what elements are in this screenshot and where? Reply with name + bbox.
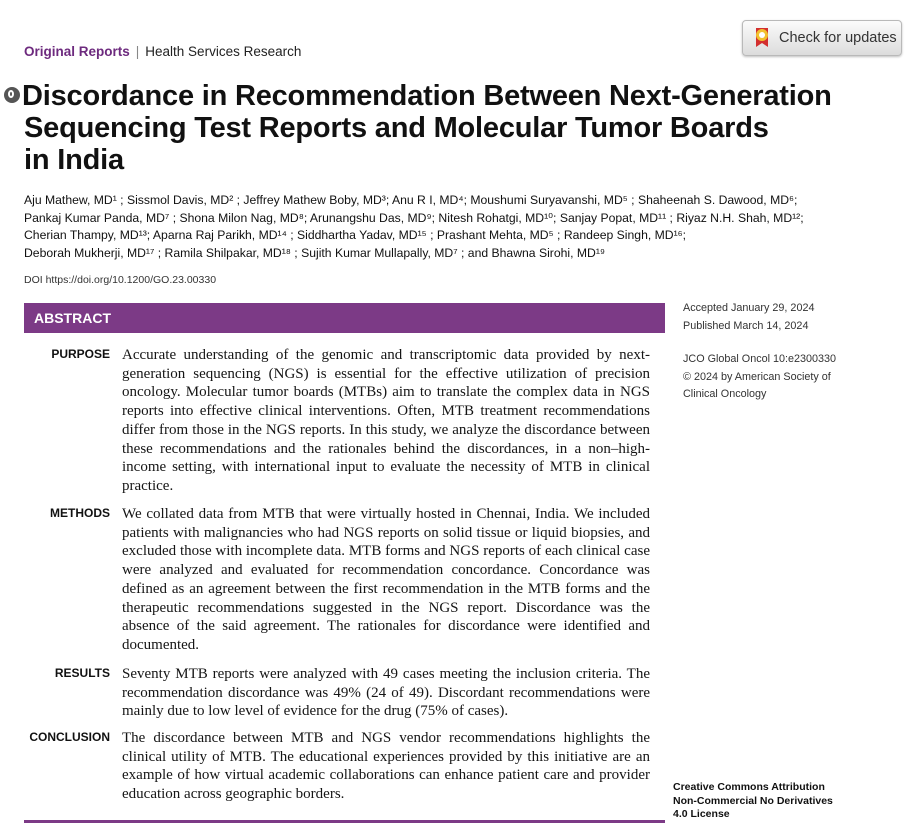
published-date: Published March 14, 2024 [683, 319, 809, 332]
article-category[interactable]: Original Reports [24, 44, 130, 59]
header-separator: | [135, 44, 140, 59]
copyright-line-1: © 2024 by American Society of [683, 370, 831, 383]
license-line-2: Non-Commercial No Derivatives [673, 794, 833, 807]
title-line-2: Sequencing Test Reports and Molecular Tumor Boards [24, 112, 769, 144]
article-type-header [24, 44, 301, 59]
copyright-line-2: Clinical Oncology [683, 388, 767, 400]
journal-citation: JCO Global Oncol 10:e2300330 [683, 353, 837, 365]
license-notice[interactable] [673, 781, 873, 822]
author-line-1[interactable]: Aju Mathew, MD¹ ; Sissmol Davis, MD² ; Jeffrey Mathew Boby, MD³; Anu R I, MD⁴; Moushumi Suryavanshi, MD⁵ ; Shaheenah S. Dawood, MD⁶; [24, 193, 798, 207]
section-label: METHODS [50, 506, 110, 520]
check-for-updates-button[interactable] [742, 20, 902, 56]
crossmark-icon [753, 27, 771, 49]
section-text: The discordance between MTB and NGS vendor recommendations highlights the clinical utility of MTB. The educational experiences provided by this initiative are an example of how virtual academic collaborations can enhance patient care and provider education across geographic borders. [122, 730, 650, 803]
section-text: We collated data from MTB that were virtually hosted in Chennai, India. We included patients with malignancies who had NGS reports on solid tissue or liquid biopsies, and excluded those with incomplete data. MTB forms and NGS reports of each clinical case were analyzed and evaluated for recommendation concordance. Concordance was defined as an agreement between the first recommendation in the MTB forms and the therapeutic recommendations suggested in the NGS report. Discordance was the absence of the said agreement. The rationales for discordance were identified and documented. [122, 506, 650, 653]
author-line-4[interactable]: Deborah Mukherji, MD¹⁷ ; Ramila Shilpakar, MD¹⁸ ; Sujith Kumar Mullapally, MD⁷ ; and Bhawna Sirohi, MD¹⁹ [24, 245, 606, 260]
section-text: Seventy MTB reports were analyzed with 49 cases meeting the inclusion criteria. The recommendation discordance was 49% (24 of 49). Discordant recommendations were mainly due to low level of evidence for the drug (75% of cases). [122, 666, 650, 720]
title-line-1: Discordance in Recommendation Between Next-Generation [22, 80, 832, 112]
abstract-heading: ABSTRACT [24, 303, 665, 333]
check-for-updates-label: Check for updates [779, 30, 897, 46]
article-title [4, 80, 874, 176]
open-access-icon [4, 87, 20, 103]
article-section[interactable]: Health Services Research [145, 44, 302, 59]
author-list [24, 192, 864, 262]
license-line-1: Creative Commons Attribution [673, 781, 825, 793]
author-line-2[interactable]: Pankaj Kumar Panda, MD⁷ ; Shona Milon Nag, MD⁸; Arunangshu Das, MD⁹; Nitesh Rohatgi, MD¹⁰; Sanjay Popat, MD¹¹ ; Riyaz N.H. Shah, MD¹²; [24, 210, 804, 225]
bottom-divider [24, 820, 665, 823]
publication-info-sidebar [683, 300, 883, 404]
section-label: CONCLUSION [29, 730, 110, 744]
section-text: Accurate understanding of the genomic and transcriptomic data provided by next-generation sequencing (NGS) is essential for the effective utilization of precision oncology. Molecular tumor boards (MTBs) aim to translate the complex data in NGS reports into effective clinical interventions. Often, MTB treatment recommendations differ from those in the NGS reports. In this study, we analyze the discordance between these recommendations and the rationales behind the discordances, in a non–high-income setting, with international input to evaluate the necessity of MTB in clinical practice. [122, 347, 650, 494]
title-line-3: in India [24, 144, 124, 176]
accepted-date: Accepted January 29, 2024 [683, 302, 815, 314]
license-line-3: 4.0 License [673, 808, 730, 820]
doi-link[interactable]: DOI https://doi.org/10.1200/GO.23.00330 [24, 274, 217, 286]
author-line-3[interactable]: Cherian Thampy, MD¹³; Aparna Raj Parikh, MD¹⁴ ; Siddhartha Yadav, MD¹⁵ ; Prashant Mehta, MD⁵ ; Randeep Singh, MD¹⁶; [24, 228, 687, 242]
section-label: PURPOSE [51, 347, 110, 361]
section-label: RESULTS [54, 666, 110, 680]
